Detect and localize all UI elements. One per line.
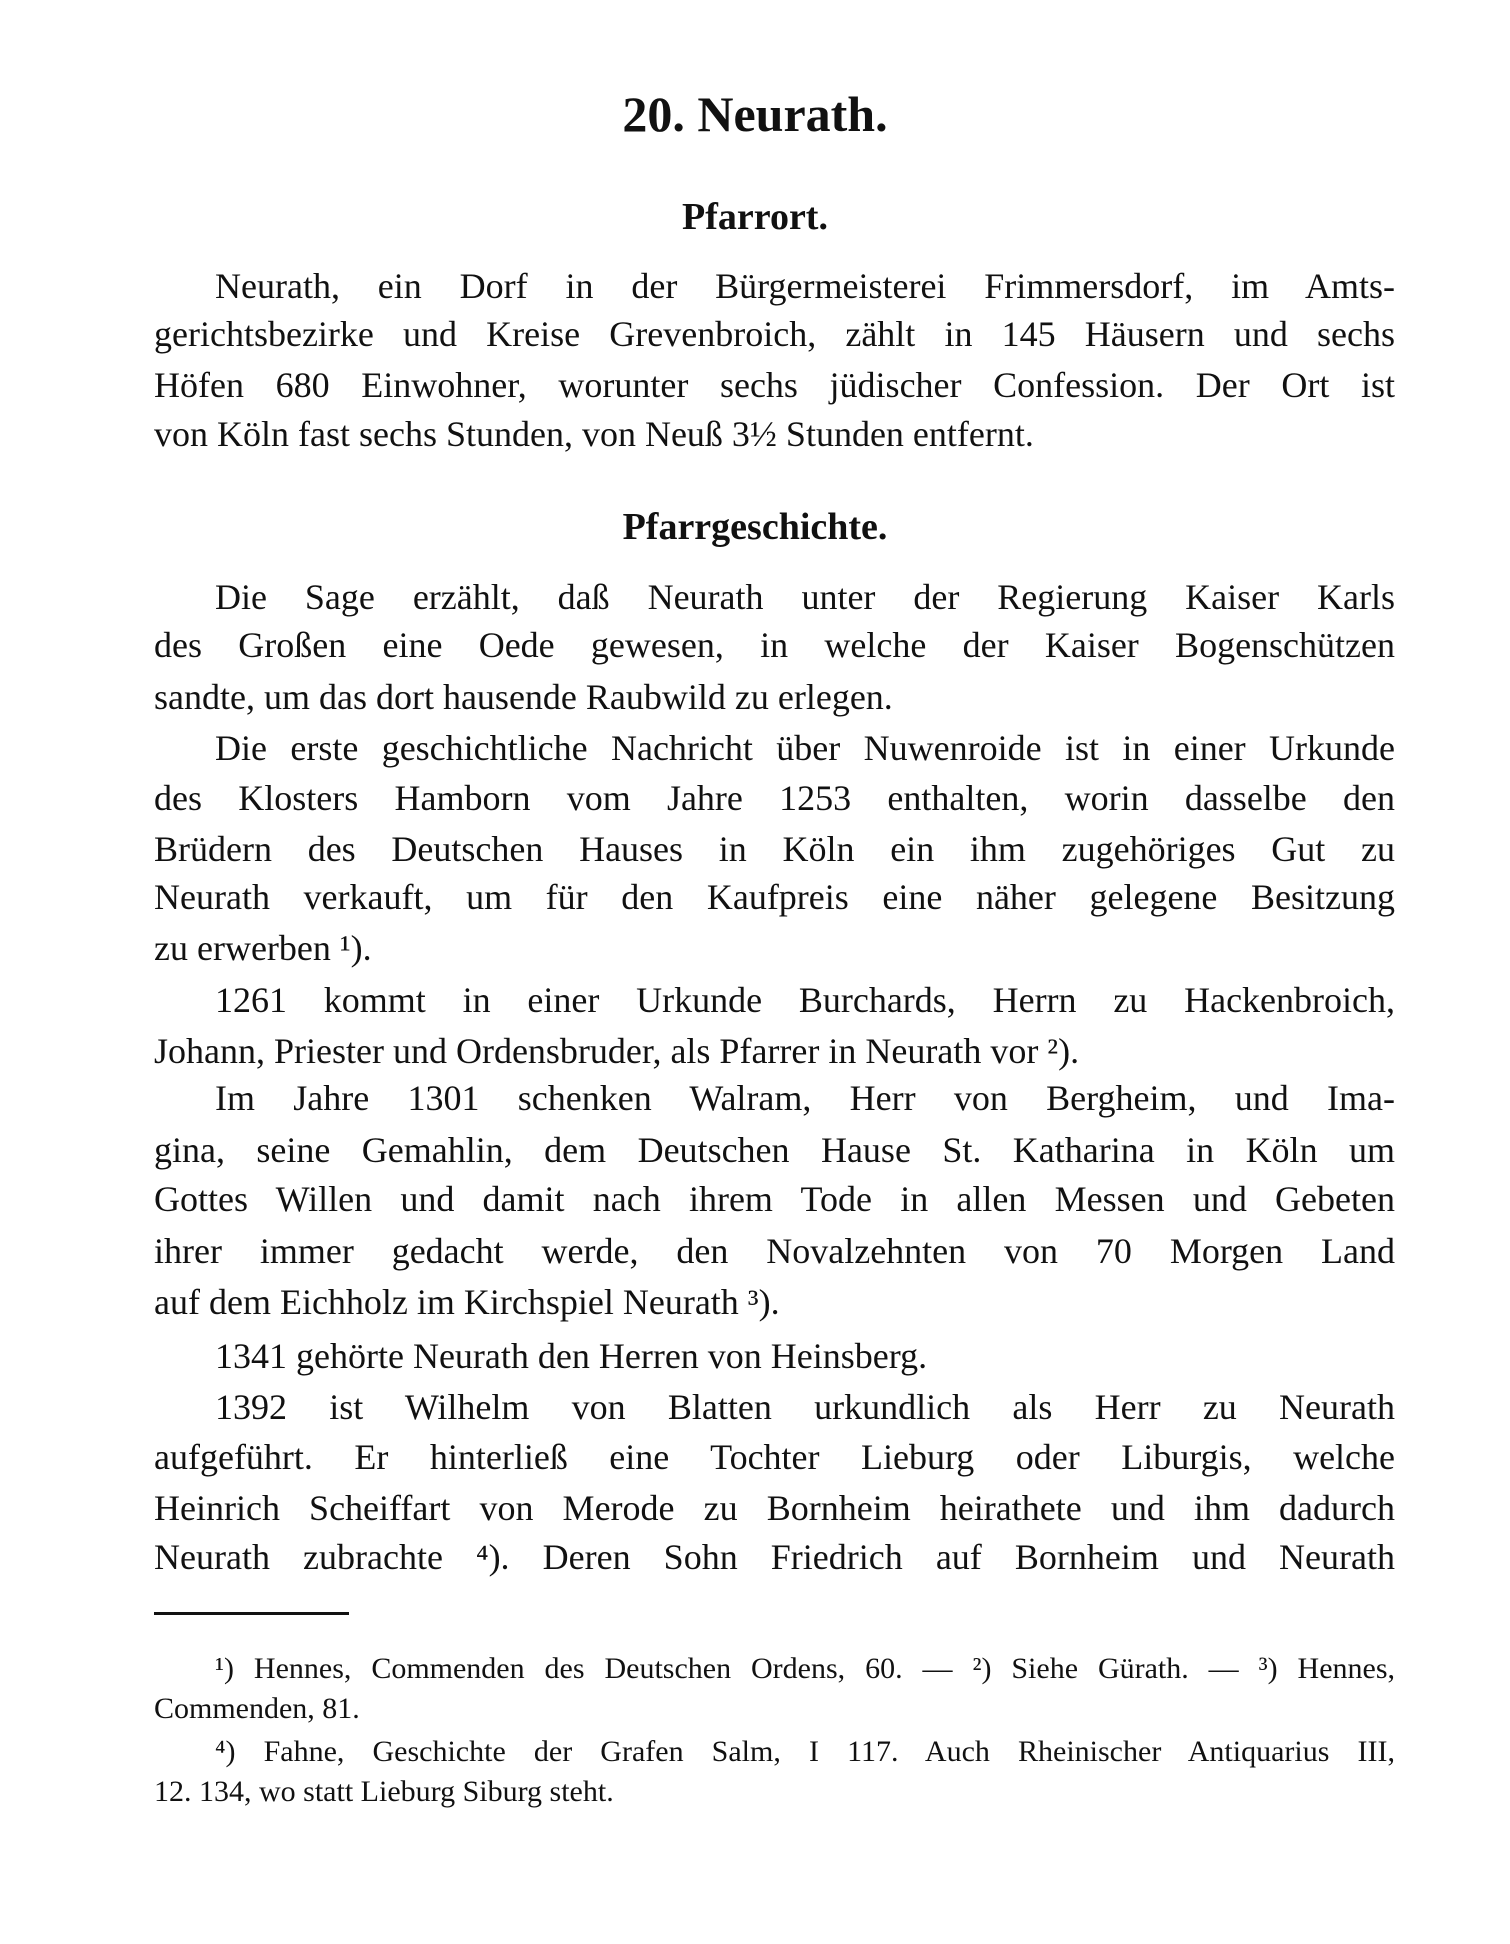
page-title: 20. Neurath. — [622, 86, 888, 142]
text-line: auf dem Eichholz im Kirchspiel Neurath ³). — [154, 1282, 780, 1322]
footnote-line: ¹) Hennes, Commenden des Deutschen Ordens, 60. — ²) Siehe Gürath. — ³) Hennes, — [215, 1652, 1395, 1685]
text-line: gerichtsbezirke und Kreise Grevenbroich, zählt in 145 Häusern und sechs — [154, 314, 1395, 354]
text-line: zu erwerben ¹). — [154, 928, 372, 968]
section-heading-pfarrort: Pfarrort. — [682, 196, 828, 238]
text-line: Neurath zubrachte ⁴). Deren Sohn Friedrich auf Bornheim und Neurath — [154, 1537, 1395, 1577]
text-line: Im Jahre 1301 schenken Walram, Herr von Bergheim, und Ima- — [215, 1078, 1395, 1118]
text-line: Gottes Willen und damit nach ihrem Tode in allen Messen und Gebeten — [154, 1179, 1395, 1219]
footnote-line: Commenden, 81. — [154, 1692, 360, 1725]
text-line: Brüdern des Deutschen Hauses in Köln ein ihm zugehöriges Gut zu — [154, 829, 1395, 869]
text-line: Heinrich Scheiffart von Merode zu Bornheim heirathete und ihm dadurch — [154, 1488, 1395, 1528]
text-line: des Großen eine Oede gewesen, in welche der Kaiser Bogenschützen — [154, 625, 1395, 665]
text-line: ihrer immer gedacht werde, den Novalzehnten von 70 Morgen Land — [154, 1231, 1395, 1271]
footnote-divider — [154, 1612, 349, 1615]
footnote-line: ⁴) Fahne, Geschichte der Grafen Salm, I 117. Auch Rheinischer Antiquarius III, — [215, 1735, 1395, 1768]
text-line: Die erste geschichtliche Nachricht über Nuwenroide ist in einer Urkunde — [215, 728, 1395, 768]
text-line: aufgeführt. Er hinterließ eine Tochter Lieburg oder Liburgis, welche — [154, 1437, 1395, 1477]
text-line: sandte, um das dort hausende Raubwild zu erlegen. — [154, 677, 893, 717]
text-line: Neurath verkauft, um für den Kaufpreis eine näher gelegene Besitzung — [154, 877, 1395, 917]
text-line: des Klosters Hamborn vom Jahre 1253 enthalten, worin dasselbe den — [154, 778, 1395, 818]
text-line: von Köln fast sechs Stunden, von Neuß 3½ Stunden entfernt. — [154, 414, 1034, 454]
text-line: Höfen 680 Einwohner, worunter sechs jüdischer Confession. Der Ort ist — [154, 365, 1395, 405]
text-line: Johann, Priester und Ordensbruder, als Pfarrer in Neurath vor ²). — [154, 1031, 1080, 1071]
text-line: gina, seine Gemahlin, dem Deutschen Hause St. Katharina in Köln um — [154, 1130, 1395, 1170]
text-line: 1261 kommt in einer Urkunde Burchards, Herrn zu Hackenbroich, — [215, 980, 1395, 1020]
text-line: Die Sage erzählt, daß Neurath unter der Regierung Kaiser Karls — [215, 577, 1395, 617]
footnote-line: 12. 134, wo statt Lieburg Siburg steht. — [154, 1775, 614, 1808]
section-heading-pfarrgeschichte: Pfarrgeschichte. — [622, 506, 888, 548]
text-line: 1341 gehörte Neurath den Herren von Heinsberg. — [215, 1336, 928, 1376]
text-line: 1392 ist Wilhelm von Blatten urkundlich als Herr zu Neurath — [215, 1387, 1395, 1427]
text-line: Neurath, ein Dorf in der Bürgermeisterei Frimmersdorf, im Amts- — [215, 266, 1395, 306]
